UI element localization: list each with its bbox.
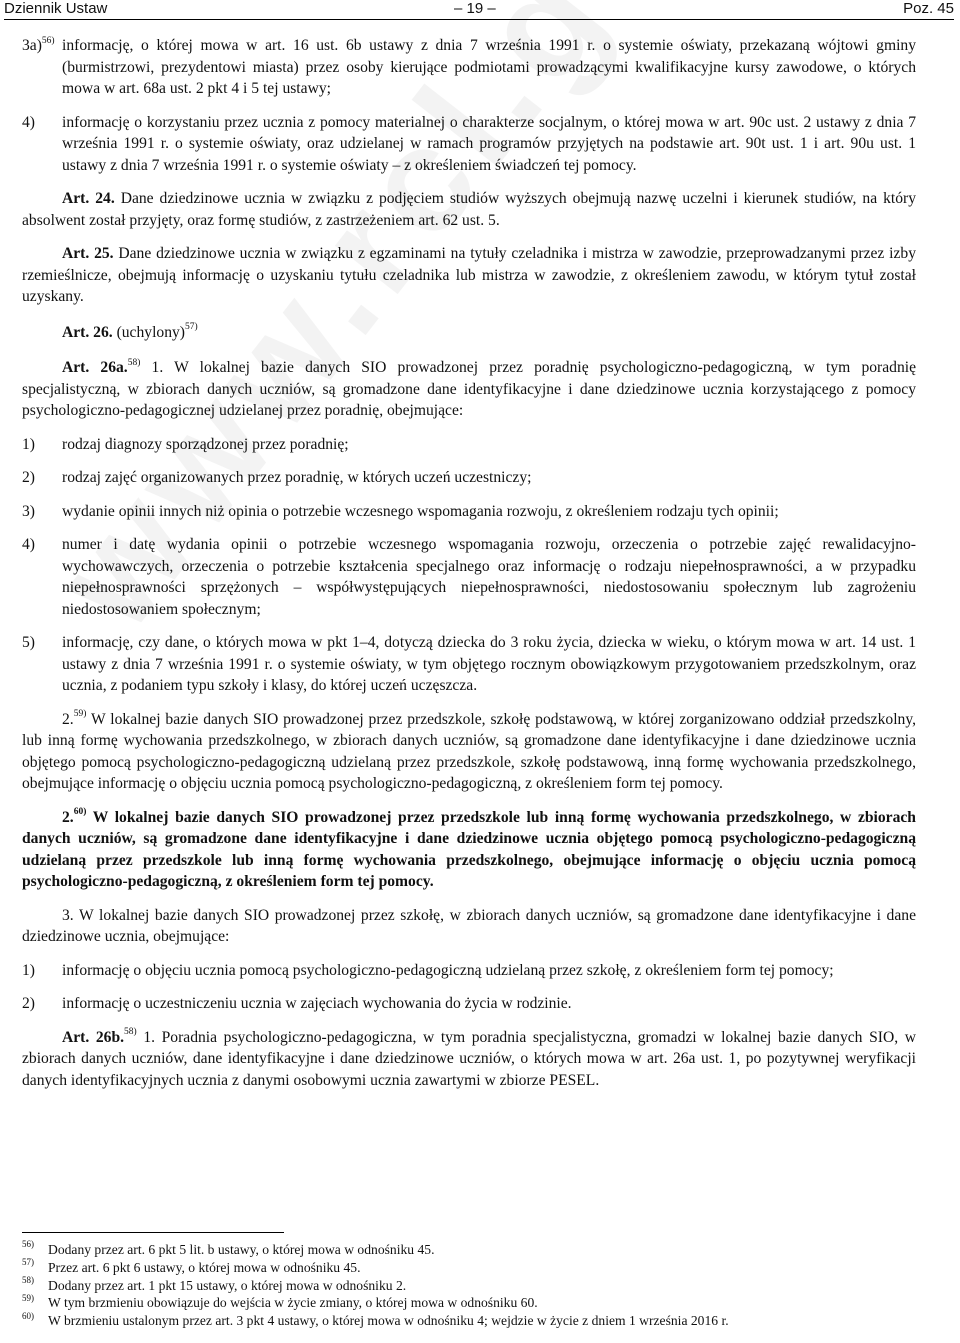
item-number: 4) xyxy=(22,113,35,131)
footnote-number: 60) xyxy=(22,1310,34,1321)
footnote-ref: 60) xyxy=(73,807,87,818)
list-item-3a xyxy=(22,35,916,100)
list-item xyxy=(22,993,916,1015)
item-number: 5) xyxy=(22,634,35,651)
article-26b xyxy=(22,1027,916,1092)
footnote-number: 58) xyxy=(22,1275,34,1286)
article-label: Art. 25. xyxy=(62,245,114,262)
footnote-text: Przez art. 6 pkt 6 ustawy, o której mowa w odnośniku 45. xyxy=(48,1259,361,1275)
article-text: Dane dziedzinowe ucznia w związku z podjęciem studiów wyższych obejmują nazwę uczelni i kierunek studiów, na który absolwent został przyjęty, oraz formę studiów, z zastrzeżeniem art. 62 ust. 5. xyxy=(22,190,917,229)
list-item xyxy=(22,534,916,620)
article-label: Art. 26b. xyxy=(62,1028,125,1046)
footnote xyxy=(22,1277,916,1295)
item-text: rodzaj diagnozy sporządzonej przez poradnię; xyxy=(62,435,349,453)
paragraph-number: 2. xyxy=(62,808,74,826)
item-text: informację o uczestniczeniu ucznia w zajęciach wychowania do życia w rodzinie. xyxy=(62,995,572,1012)
item-text: informację o objęciu ucznia pomocą psychologiczno-pedagogiczną udzielaną przez szkołę, z określeniem form tej pomocy; xyxy=(62,961,834,979)
paragraph-2-new xyxy=(22,807,916,893)
footnote xyxy=(22,1312,916,1330)
item-number: 3) xyxy=(22,502,35,520)
footnote-text: Dodany przez art. 1 pkt 15 ustawy, o której mowa w odnośniku 2. xyxy=(48,1277,407,1293)
list-item xyxy=(22,632,916,697)
article-text: Dane dziedzinowe ucznia w związku z egzaminami na tytuły czeladnika i mistrza w zawodzie, przeprowadzanymi przez izby rzemieślnicze, obejmują informację o uzyskaniu tytułu czeladnika lub mistrza w zawodzie, z określeniem zawodu, w którym tytuł został uzyskany. xyxy=(22,245,916,305)
item-text: rodzaj zajęć organizowanych przez poradnię, w których uczeń uczestniczy; xyxy=(62,469,532,486)
article-26a xyxy=(22,357,916,422)
item-number: 1) xyxy=(22,435,35,453)
footnote-number: 57) xyxy=(22,1257,34,1268)
paragraph-text: W lokalnej bazie danych SIO prowadzonej przez przedszkole, szkołę podstawową, w której zorganizowano oddział przedszkolny, lub inną formę wychowania przedszkolnego, w zbiorach danych uczniów, są gromadzone dane identyfikacyjne i dane dziedzinowe ucznia objętego pomocą psychologiczno-pedagogiczną udzielaną przez przedszkole, szkołę podstawową, inną formę wychowania przedszkolnego, obejmujące informację o objęciu ucznia pomocą psychologiczno-pedagogiczną, z określeniem form tej pomocy. xyxy=(22,710,916,792)
item-text: wydanie opinii innych niż opinia o potrzebie wczesnego wspomagania rozwoju, z określeniem rodzaju tych opinii; xyxy=(62,502,779,520)
item-number: 2) xyxy=(22,469,35,486)
document-body xyxy=(22,35,916,1091)
footnote-divider xyxy=(22,1232,284,1233)
footnote-text: Dodany przez art. 6 pkt 5 lit. b ustawy, o której mowa w odnośniku 45. xyxy=(48,1242,435,1257)
footnote-ref: 58) xyxy=(127,357,141,368)
article-24 xyxy=(22,188,916,231)
footnote-number: 59) xyxy=(22,1292,34,1303)
article-text: 1. Poradnia psychologiczno-pedagogiczna, w tym poradnia specjalistyczna, gromadzi w lokalnej bazie danych SIO, w zbiorach danych uczniów, dane identyfikacyjne i dane dziedzinowe uczniów, o których mowa w art. 26a ust. 1, po pozytywnej weryfikacji danych identyfikacyjnych ucznia z danymi osobowymi ucznia zawartymi w zbiorze PESEL. xyxy=(22,1028,916,1089)
list-item xyxy=(22,501,916,523)
footnote-ref: 56) xyxy=(41,35,55,46)
footnote xyxy=(22,1294,916,1312)
article-text: (uchylony) xyxy=(112,323,185,341)
item-number: 4) xyxy=(22,536,35,553)
paragraph-text: W lokalnej bazie danych SIO prowadzonej przez przedszkole lub inną formę wychowania przedszkolnego, w zbiorach danych uczniów, są gromadzone dane identyfikacyjne i dane dziedzinowe ucznia objętego pomocą psychologiczno-pedagogiczną udzielaną przez przedszkole lub inną formę wychowania przedszkolnego, obejmujące informację o objęciu ucznia pomocą psychologiczno-pedagogiczną, z określeniem form tej pomocy. xyxy=(22,808,916,890)
paragraph-2-old xyxy=(22,709,916,795)
item-text: informację o korzystaniu przez ucznia z pomocy materialnej o charakterze socjalnym, o której mowa w art. 90c ust. 2 ustawy z dnia 7 września 1991 r. o systemie oświaty, oraz udzielanej w ramach programów przyjętych na podstawie art. 90t ust. 1 i art. 90u ust. 1 ustawy z dnia 7 września 1991 r. o systemie oświaty – z określeniem świadczeń tej pomocy. xyxy=(62,113,916,174)
article-label: Art. 26a. xyxy=(62,359,128,376)
article-label: Art. 26. xyxy=(62,323,113,341)
footnote xyxy=(22,1241,916,1259)
page-number: – 19 – xyxy=(454,0,496,17)
item-text: informację, o której mowa w art. 16 ust. 6b ustawy z dnia 7 września 1991 r. o systemie oświaty, przekazaną wójtowi gminy (burmistrzowi, prezydentowi miasta) przez osoby kierujące podmiotami prowadzącymi kwalifikacyjne kursy zawodowe, o których mowa w art. 68a ust. 2 pkt 4 i 5 tej ustawy; xyxy=(62,37,916,97)
item-text: informację, czy dane, o których mowa w pkt 1–4, dotyczą dziecka do 3 roku życia, dziecka w wieku, o którym mowa w art. 14 ust. 1 ustawy z dnia 7 września 1991 r. o systemie oświaty, w tym objętego rocznym obowiązkowym przygotowaniem przedszkolnym, oraz ucznia, z podaniem typu szkoły i klasy, do której uczeń uczęszcza. xyxy=(62,634,916,694)
item-number: 1) xyxy=(22,961,35,979)
page-header xyxy=(4,0,954,20)
footnotes xyxy=(22,1232,916,1330)
footnote xyxy=(22,1259,916,1277)
article-text: 1. W lokalnej bazie danych SIO prowadzonej przez poradnię psychologiczno-pedagogiczną, w tym poradnię specjalistyczną, w zbiorach danych uczniów, są gromadzone dane identyfikacyjne i dane dziedzinowe ucznia korzystającego z pomocy psychologiczno-pedagogicznej udzielanej przez poradnię, obejmujące: xyxy=(22,359,916,419)
footnote-ref: 57) xyxy=(185,322,198,333)
article-label: Art. 24. xyxy=(62,190,115,207)
article-25 xyxy=(22,243,916,308)
list-item xyxy=(22,434,916,456)
list-item xyxy=(22,467,916,489)
footnote-number: 56) xyxy=(22,1239,34,1250)
footnote-ref: 58) xyxy=(124,1027,137,1038)
article-26 xyxy=(22,322,916,344)
list-item xyxy=(22,960,916,982)
paragraph-3: 3. W lokalnej bazie danych SIO prowadzonej przez szkołę, w zbiorach danych uczniów, są gromadzone dane identyfikacyjne i dane dziedzinowe ucznia, obejmujące: xyxy=(22,906,916,945)
journal-title: Dziennik Ustaw xyxy=(4,0,108,17)
item-number: 2) xyxy=(22,995,35,1012)
position-number: Poz. 45 xyxy=(903,0,954,17)
list-item-4 xyxy=(22,112,916,177)
paragraph-number: 2. xyxy=(62,710,74,728)
footnote-text: W tym brzmieniu obowiązuje do wejścia w życie zmiany, o której mowa w odnośniku 60. xyxy=(48,1295,538,1311)
footnote-text: W brzmieniu ustalonym przez art. 3 pkt 4 ustawy, o której mowa w odnośniku 4; wejdzie w życie z dniem 1 września 2016 r. xyxy=(48,1313,729,1329)
footnote-ref: 59) xyxy=(73,709,87,720)
item-number: 3a) xyxy=(22,37,42,54)
item-text: numer i datę wydania opinii o potrzebie wczesnego wspomagania rozwoju, orzeczenia o potrzebie zajęć rewalidacyjno-wychowawczych, orzeczenia o potrzebie kształcenia specjalnego oraz informację o rodzaju niepełnosprawności, a w przypadku niepełnosprawności sprzężonych – współwystępujących niepełnosprawności, niedostosowaniu społecznym lub zagrożeniu niedostosowaniem społecznym; xyxy=(62,536,916,618)
